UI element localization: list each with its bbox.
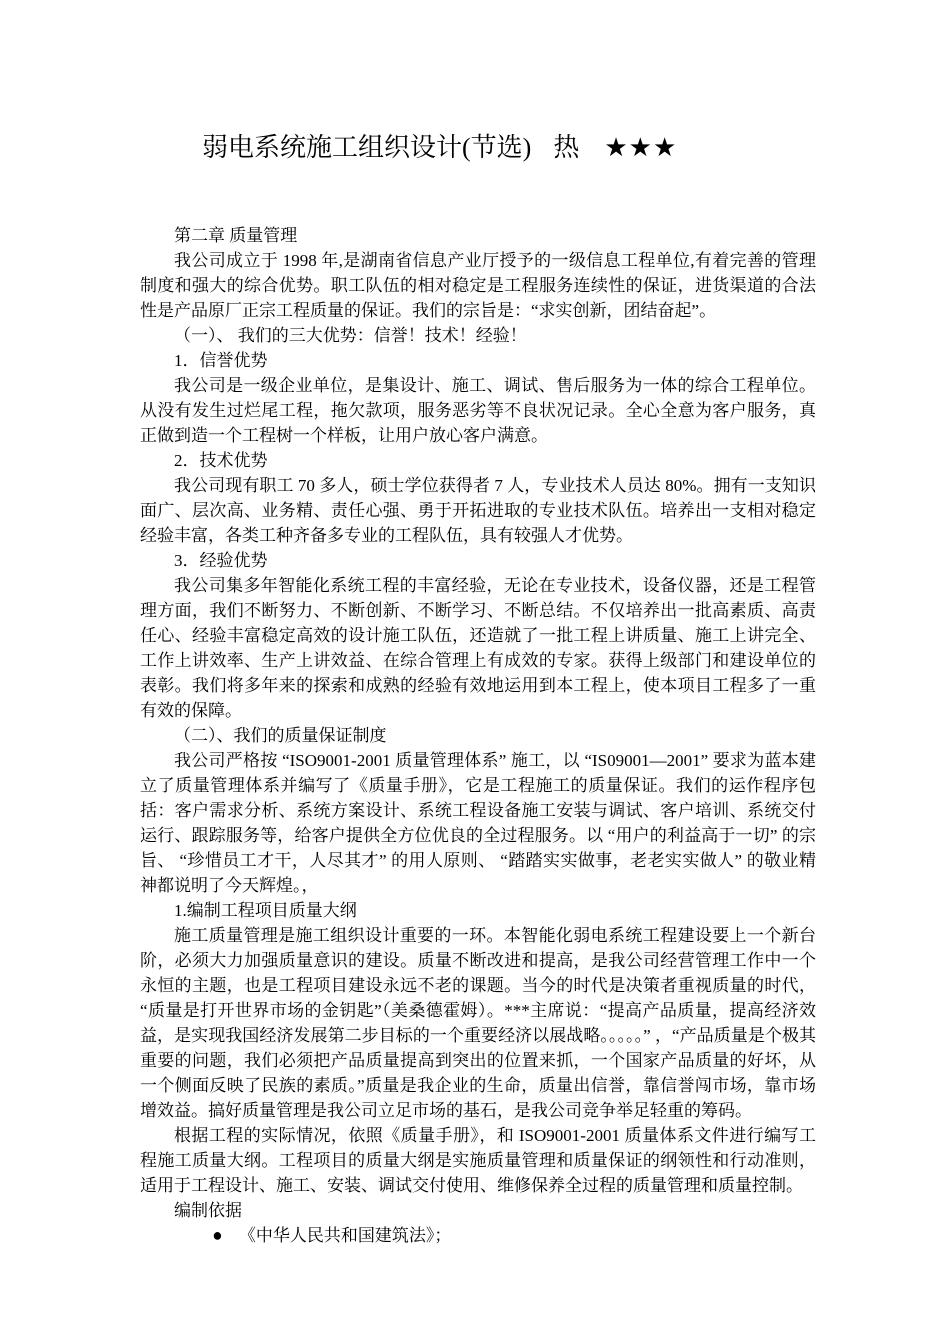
paragraph-bullet — [140, 1223, 816, 1248]
paragraph-body: 我公司现有职工 70 多人，硕士学位获得者 7 人，专业技术人员达 80%。拥有一支知识面广、层次高、业务精、责任心强、勇于开拓进取的专业技术队伍。培养出一支相对稳定经验丰富，各类工种齐备多专业的工程队伍，具有较强人才优势。 — [140, 476, 816, 545]
bullet-icon: ● — [212, 1225, 223, 1245]
paragraph-heading: 第二章 质量管理 — [174, 226, 298, 245]
paragraph-subheading: 2．技术优势 — [174, 451, 268, 470]
paragraph-body: 我公司集多年智能化系统工程的丰富经验，无论在专业技术，设备仪器，还是工程管理方面，我们不断努力、不断创新、不断学习、不断总结。不仅培养出一批高素质、高责任心、经验丰富稳定高效的设计施工队伍，还造就了一批工程上讲质量、施工上讲完全、工作上讲效率、生产上讲效益、在综合管理上有成效的专家。获得上级部门和建设单位的表彰。我们将多年来的探索和成熟的经验有效地运用到本工程上，使本项目工程多了一重有效的保障。 — [140, 576, 816, 720]
paragraph-body: 根据工程的实际情况，依照《质量手册》，和 ISO9001-2001 质量体系文件进行编写工程施工质量大纲。工程项目的质量大纲是实施质量管理和质量保证的纲领性和行动准则，适用于工程设计、施工、安装、调试交付使用、维修保养全过程的质量管理和质量控制。 — [140, 1126, 816, 1195]
bullet-text: 《中华人民共和国建筑法》； — [238, 1226, 452, 1245]
hot-badge: 热 — [553, 133, 580, 162]
paragraph-body: 我公司严格按 “ISO9001-2001 质量管理体系” 施工，以 “IS09001—2001” 要求为蓝本建立了质量管理体系并编写了《质量手册》，它是工程施工的质量保证。我们的运作程序包括：客户需求分析、系统方案设计、系统工程设备施工安装与调试、客户培训、系统交付运行、跟踪服务等，给客户提供全方位优良的全过程服务。以 “用户的利益高于一切” 的宗旨、 “珍惜员工才干，人尽其才” 的用人原则、 “踏踏实实做事，老老实实做人” 的敬业精神都说明了今天辉煌。， — [140, 751, 816, 895]
paragraph-subheading: （一）、 我们的三大优势：信誉！技术！经验！ — [174, 326, 527, 345]
paragraph-subheading: 编制依据 — [174, 1201, 242, 1220]
paragraph-body: 我公司成立于 1998 年,是湖南省信息产业厅授予的一级信息工程单位,有着完善的管理制度和强大的综合优势。职工队伍的相对稳定是工程服务连续性的保证，进货渠道的合法性是产品原厂正宗工程质量的保证。我们的宗旨是：“求实创新，团结奋起”。 — [140, 251, 816, 320]
document-title-line — [140, 128, 816, 168]
document-body — [140, 223, 816, 1248]
rating-stars: ★★★ — [604, 133, 678, 162]
paragraph-subheading: 3．经验优势 — [174, 551, 268, 570]
paragraph-subheading: 1．信誉优势 — [174, 351, 268, 370]
paragraph-subheading: 1.编制工程项目质量大纲 — [174, 901, 357, 920]
page-title: 弱电系统施工组织设计(节选) — [202, 133, 532, 162]
paragraph-body: 施工质量管理是施工组织设计重要的一环。本智能化弱电系统工程建设要上一个新台阶，必须大力加强质量意识的建设。质量不断改进和提高，是我公司经营管理工作中一个永恒的主题，也是工程项目建设永远不老的课题。当今的时代是决策者重视质量的时代， “质量是打开世界市场的金钥匙”（美桑德霍姆）。***主席说：“提高产品质量，提高经济效益，是实现我国经济发展第二步目标的一个重要经济以展战略。。。。。” ，“产品质量是个极其重要的问题，我们必须把产品质量提高到突出的位置来抓，一个国家产品质量的好坏，从一个侧面反映了民族的素质。”质量是我企业的生命，质量出信誉，靠信誉闯市场，靠市场增效益。搞好质量管理是我公司立足市场的基石，是我公司竞争举足轻重的筹码。 — [140, 926, 816, 1120]
paragraph-body: 我公司是一级企业单位，是集设计、施工、调试、售后服务为一体的综合工程单位。从没有发生过烂尾工程，拖欠款项，服务恶劣等不良状况记录。全心全意为客户服务，真正做到造一个工程树一个样板，让用户放心客户满意。 — [140, 376, 816, 445]
paragraph-subheading: （二）、我们的质量保证制度 — [174, 726, 387, 745]
